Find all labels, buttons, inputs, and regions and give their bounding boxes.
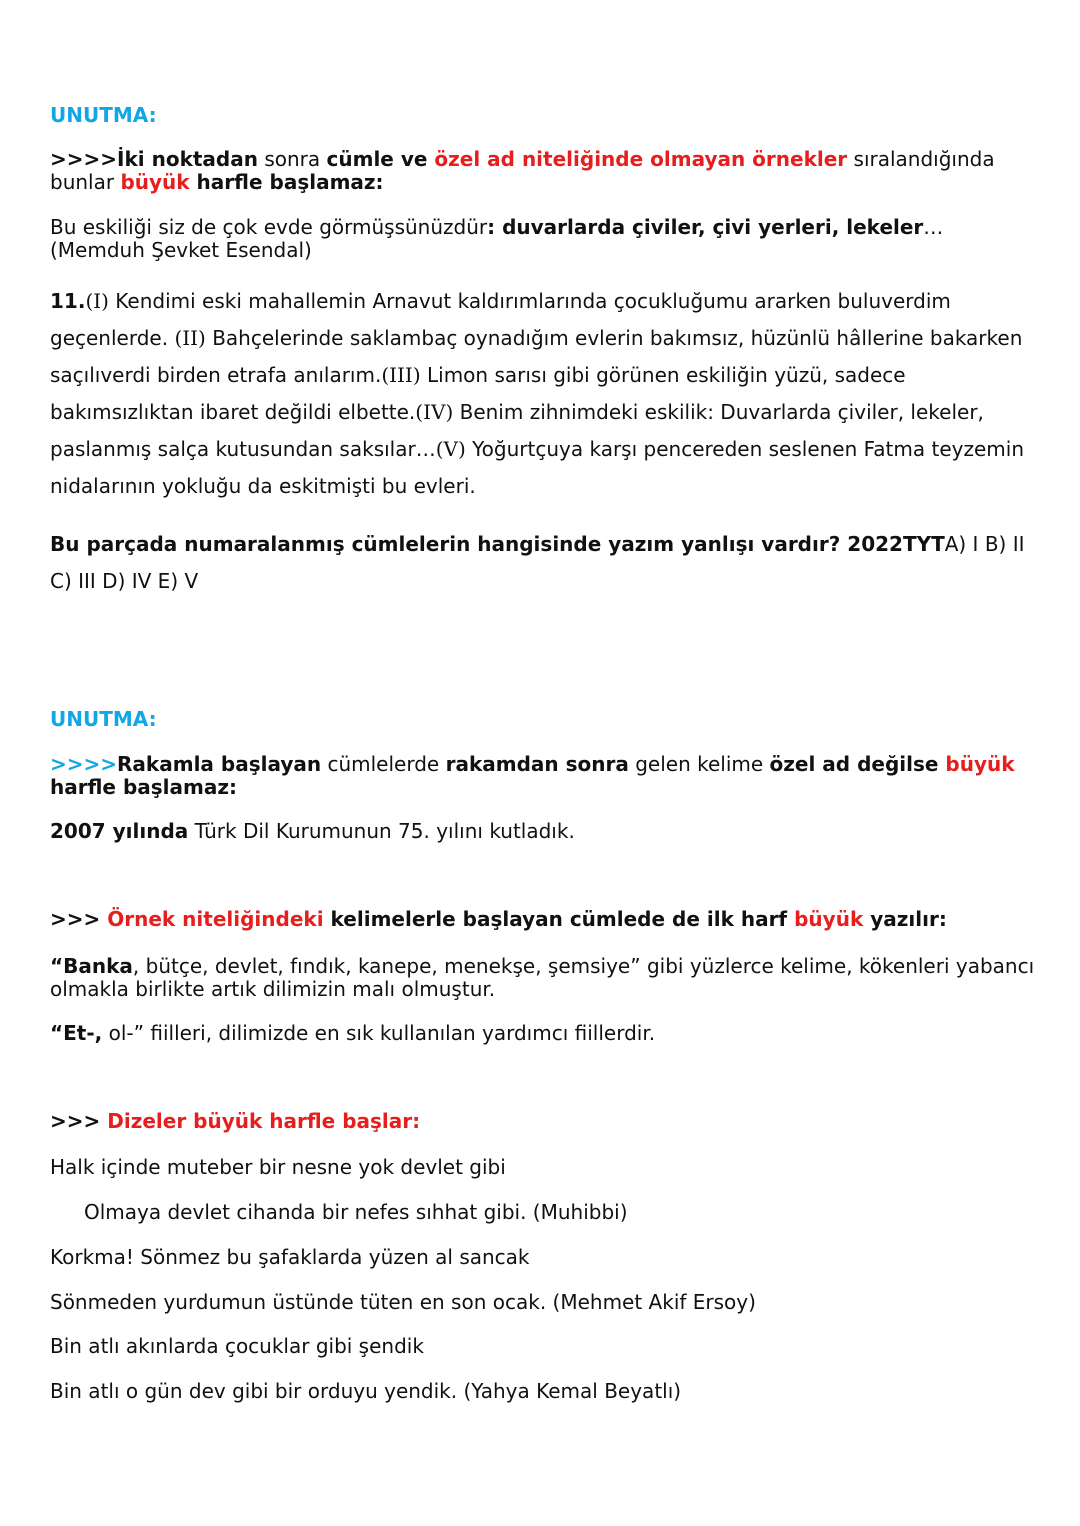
rule-red-emphasis: büyük — [945, 752, 1015, 776]
rule-text: cümlelerde — [321, 752, 446, 776]
rule-red-emphasis: büyük — [794, 907, 864, 931]
option-b: B) II — [978, 532, 1025, 556]
rule-text: gelen kelime — [628, 752, 770, 776]
rule-emphasis: özel ad değilse — [769, 752, 946, 776]
option-a: A) I — [944, 532, 979, 556]
rule-text: sıralandığında bunlar — [50, 147, 995, 194]
section-heading: UNUTMA: — [50, 103, 157, 127]
poem-line: Bin atlı akınlarda çocuklar gibi şendik — [50, 1334, 424, 1358]
sentence: Limon sarısı gibi görünen eskiliğin yüzü, sadece bakımsızlıktan ibaret değildi elbette. — [50, 363, 906, 424]
question-passage — [50, 283, 1035, 505]
rule-emphasis: harfle başlamaz: — [50, 775, 237, 799]
sentence: Benim zihnimdeki eskilik: Duvarlarda çiviler, lekeler, paslanmış salça kutusundan saksılar… — [50, 400, 984, 461]
rule-red-emphasis: Dizeler büyük harfle başlar: — [107, 1109, 421, 1133]
example-text: , bütçe, devlet, fındık, kanepe, menekşe, şemsiye” gibi yüzlerce kelime, kökenleri yabancı olmakla birlikte artık dilimizin malı olmuştur. — [50, 954, 1035, 1001]
option-c: C) III — [50, 569, 96, 593]
option-e: E) V — [151, 569, 199, 593]
example-text: … (Memduh Şevket Esendal) — [50, 215, 944, 262]
example-emphasis: “Et-, — [50, 1021, 103, 1045]
rule-text: sonra — [257, 147, 327, 171]
sentence: Bahçelerinde saklambaç oynadığım evlerin bakımsız, hüzünlü hâllerine bakarken saçılıverdi birden etrafa anılarım. — [50, 326, 1023, 387]
rule-red-emphasis: büyük — [120, 170, 190, 194]
question-prompt — [50, 526, 1035, 600]
rule-red-emphasis: özel ad niteliğinde olmayan örnekler — [434, 147, 848, 171]
arrows: >>> — [50, 907, 108, 931]
option-d: D) IV — [95, 569, 152, 593]
example-paragraph — [50, 1022, 1035, 1045]
arrows: >>> — [50, 1109, 108, 1133]
example-emphasis: 2007 yılında — [50, 819, 189, 843]
poem-line: Halk içinde muteber bir nesne yok devlet gibi — [50, 1155, 506, 1179]
sentence-number: (III) — [381, 363, 421, 387]
sentence: Kendimi eski mahallemin Arnavut kaldırımlarında çocukluğumu ararken buluverdim geçenlerde. — [50, 289, 951, 350]
rule-emphasis: cümle ve — [326, 147, 435, 171]
example-paragraph — [50, 820, 1035, 843]
rule-red-emphasis: Örnek niteliğindeki — [107, 907, 324, 931]
rule-emphasis: kelimelerle başlayan cümlede de ilk harf — [323, 907, 795, 931]
rule-emphasis: Rakamla başlayan — [117, 752, 322, 776]
question-number: 11. — [50, 289, 86, 313]
example-emphasis: “Banka — [50, 954, 133, 978]
arrows: >>>> — [50, 147, 118, 171]
arrows: >>>> — [50, 752, 118, 776]
rule-paragraph — [50, 148, 1035, 194]
rule-emphasis: yazılır: — [863, 907, 947, 931]
sentence-number: (V) — [435, 437, 466, 461]
rule-emphasis: harfle başlamaz: — [189, 170, 384, 194]
sentence-number: (IV) — [415, 400, 454, 424]
rule-emphasis: İki noktadan — [117, 147, 258, 171]
question-stem: Bu parçada numaralanmış cümlelerin hangisinde yazım yanlışı vardır? 2022TYT — [50, 532, 945, 556]
example-text: Türk Dil Kurumunun 75. yılını kutladık. — [188, 819, 575, 843]
sentence: Yoğurtçuya karşı pencereden seslenen Fatma teyzemin nidalarının yokluğu da eskitmişti bu evleri. — [50, 437, 1024, 498]
rule-paragraph — [50, 1110, 1035, 1133]
section-heading: UNUTMA: — [50, 707, 157, 731]
poem-line: Sönmeden yurdumun üstünde tüten en son ocak. (Mehmet Akif Ersoy) — [50, 1290, 756, 1314]
poem-line: Korkma! Sönmez bu şafaklarda yüzen al sancak — [50, 1245, 530, 1269]
example-emphasis: : duvarlarda çiviler, çivi yerleri, lekeler — [487, 215, 924, 239]
poem-line: Bin atlı o gün dev gibi bir orduyu yendik. (Yahya Kemal Beyatlı) — [50, 1379, 682, 1403]
example-text: ol-” fiilleri, dilimizde en sık kullanılan yardımcı fiillerdir. — [102, 1021, 656, 1045]
poem-line: Olmaya devlet cihanda bir nefes sıhhat gibi. (Muhibbi) — [84, 1200, 628, 1224]
rule-emphasis: rakamdan sonra — [445, 752, 629, 776]
rule-paragraph — [50, 753, 1035, 799]
sentence-number: (I) — [85, 289, 109, 313]
rule-paragraph — [50, 908, 1035, 931]
example-paragraph — [50, 955, 1035, 1001]
example-text: Bu eskiliği siz de çok evde görmüşsünüzdür — [50, 215, 488, 239]
sentence-number: (II) — [174, 326, 206, 350]
example-paragraph — [50, 216, 1035, 262]
